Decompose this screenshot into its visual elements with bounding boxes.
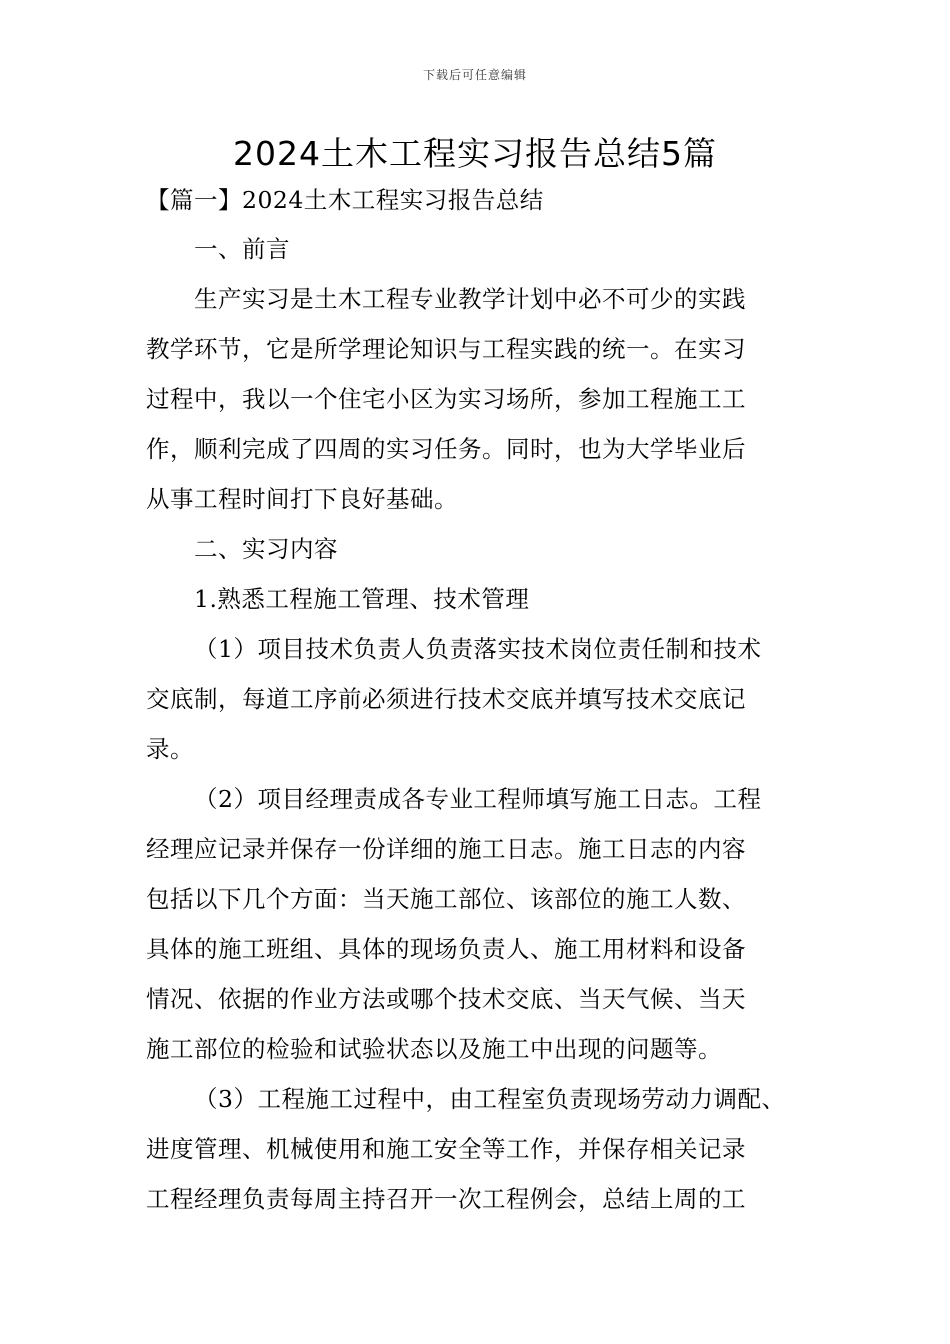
subheading-preface: 一、前言 [194, 235, 290, 263]
paragraph-line: 作，顺利完成了四周的实习任务。同时，也为大学毕业后 [146, 435, 746, 463]
paragraph-line: （3）工程施工过程中，由工程室负责现场劳动力调配、 [194, 1085, 786, 1113]
paragraph-line: 进度管理、机械使用和施工安全等工作，并保存相关记录 [146, 1135, 746, 1163]
paragraph-line: 教学环节，它是所学理论知识与工程实践的统一。在实习 [146, 335, 746, 363]
paragraph-line: （2）项目经理责成各专业工程师填写施工日志。工程 [194, 785, 762, 813]
paragraph-line: 具体的施工班组、具体的现场负责人、施工用材料和设备 [146, 935, 746, 963]
paragraph-line: 录。 [146, 735, 194, 763]
paragraph-line: 情况、依据的作业方法或哪个技术交底、当天气候、当天 [146, 985, 746, 1013]
paragraph-line: 工程经理负责每周主持召开一次工程例会，总结上周的工 [146, 1185, 746, 1213]
paragraph-line: 交底制，每道工序前必须进行技术交底并填写技术交底记 [146, 685, 746, 713]
document-title: 2024土木工程实习报告总结5篇 [233, 134, 717, 173]
paragraph-line: 施工部位的检验和试验状态以及施工中出现的问题等。 [146, 1035, 722, 1063]
paragraph-line: 生产实习是土木工程专业教学计划中必不可少的实践 [194, 285, 746, 313]
subheading-content: 二、实习内容 [194, 535, 338, 563]
list-heading: 1.熟悉工程施工管理、技术管理 [194, 585, 530, 613]
paragraph-line: （1）项目技术负责人负责落实技术岗位责任制和技术 [194, 635, 762, 663]
paragraph-line: 从事工程时间打下良好基础。 [146, 485, 458, 513]
paragraph-line: 过程中，我以一个住宅小区为实习场所，参加工程施工工 [146, 385, 746, 413]
paragraph-line: 包括以下几个方面：当天施工部位、该部位的施工人数、 [146, 885, 746, 913]
section-heading: 【篇一】2024土木工程实习报告总结 [146, 186, 544, 214]
page-header-note: 下载后可任意编辑 [422, 68, 527, 82]
paragraph-line: 经理应记录并保存一份详细的施工日志。施工日志的内容 [146, 835, 746, 863]
